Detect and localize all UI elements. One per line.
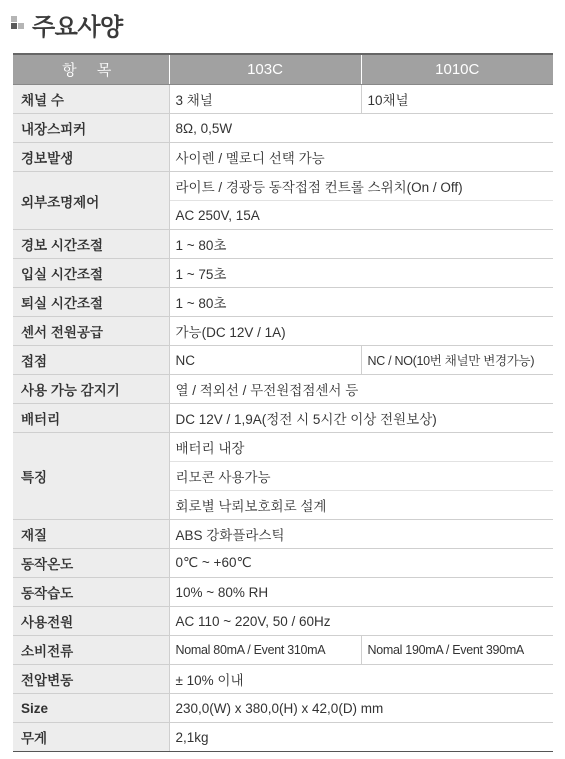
table-row bbox=[13, 259, 553, 288]
row-label: 사용전원 bbox=[13, 607, 169, 636]
table-row bbox=[13, 288, 553, 317]
table-row bbox=[13, 317, 553, 346]
cell-value: 10% ~ 80% RH bbox=[169, 578, 553, 607]
table-row bbox=[13, 346, 553, 375]
table-row bbox=[13, 694, 553, 723]
row-label: 채널 수 bbox=[13, 85, 169, 114]
table-row bbox=[13, 230, 553, 259]
table-row bbox=[13, 723, 553, 752]
row-label: 사용 가능 감지기 bbox=[13, 375, 169, 404]
table-row bbox=[13, 578, 553, 607]
cell-value: 열 / 적외선 / 무전원접점센서 등 bbox=[169, 375, 553, 404]
row-label: 무게 bbox=[13, 723, 169, 752]
header-model-a: 103C bbox=[169, 54, 361, 85]
cell-value: AC 250V, 15A bbox=[169, 201, 553, 230]
table-row bbox=[13, 375, 553, 404]
cell-value: DC 12V / 1,9A(정전 시 5시간 이상 전원보상) bbox=[169, 404, 553, 433]
table-row bbox=[13, 143, 553, 172]
row-label: 재질 bbox=[13, 520, 169, 549]
cell-value: 1 ~ 80초 bbox=[169, 230, 553, 259]
cell-value: 라이트 / 경광등 동작접점 컨트롤 스위치(On / Off) bbox=[169, 172, 553, 201]
table-row bbox=[13, 520, 553, 549]
cell-value: ABS 강화플라스틱 bbox=[169, 520, 553, 549]
cell-value-a: NC bbox=[169, 346, 361, 375]
cell-value: ± 10% 이내 bbox=[169, 665, 553, 694]
table-row bbox=[13, 114, 553, 143]
cell-value-b: 10채널 bbox=[361, 85, 553, 114]
row-label: 경보 시간조절 bbox=[13, 230, 169, 259]
row-label: 경보발생 bbox=[13, 143, 169, 172]
cell-value: AC 110 ~ 220V, 50 / 60Hz bbox=[169, 607, 553, 636]
table-row bbox=[13, 404, 553, 433]
table-row bbox=[13, 607, 553, 636]
cell-value: 1 ~ 75초 bbox=[169, 259, 553, 288]
cell-value: 8Ω, 0,5W bbox=[169, 114, 553, 143]
row-label: 전압변동 bbox=[13, 665, 169, 694]
cell-value: 리모콘 사용가능 bbox=[169, 462, 553, 491]
spec-table bbox=[13, 53, 553, 752]
table-row bbox=[13, 433, 553, 462]
row-label: 내장스피커 bbox=[13, 114, 169, 143]
table-row bbox=[13, 549, 553, 578]
row-label: 입실 시간조절 bbox=[13, 259, 169, 288]
row-label: Size bbox=[13, 694, 169, 723]
table-header-row bbox=[13, 54, 553, 85]
cell-value-b: NC / NO(10번 채널만 변경가능) bbox=[361, 346, 553, 375]
cell-value: 사이렌 / 멜로디 선택 가능 bbox=[169, 143, 553, 172]
bullet-squares-icon bbox=[11, 16, 25, 30]
cell-value-a: Nomal 80mA / Event 310mA bbox=[169, 636, 361, 665]
row-label: 접점 bbox=[13, 346, 169, 375]
row-label: 퇴실 시간조절 bbox=[13, 288, 169, 317]
table-row bbox=[13, 172, 553, 201]
row-label: 동작온도 bbox=[13, 549, 169, 578]
row-label: 배터리 bbox=[13, 404, 169, 433]
table-row bbox=[13, 665, 553, 694]
row-label: 외부조명제어 bbox=[13, 172, 169, 230]
cell-value-b: Nomal 190mA / Event 390mA bbox=[361, 636, 553, 665]
cell-value: 230,0(W) x 380,0(H) x 42,0(D) mm bbox=[169, 694, 553, 723]
cell-value: 회로별 낙뢰보호회로 설계 bbox=[169, 491, 553, 520]
row-label: 소비전류 bbox=[13, 636, 169, 665]
page-title: 주요사양 bbox=[32, 14, 123, 41]
cell-value: 0℃ ~ +60℃ bbox=[169, 549, 553, 578]
header-model-b: 1010C bbox=[361, 54, 553, 85]
cell-value-a: 3 채널 bbox=[169, 85, 361, 114]
section-header bbox=[0, 0, 565, 48]
header-item: 항 목 bbox=[13, 54, 169, 85]
table-row bbox=[13, 636, 553, 665]
cell-value: 가능(DC 12V / 1A) bbox=[169, 317, 553, 346]
cell-value: 배터리 내장 bbox=[169, 433, 553, 462]
row-label: 동작습도 bbox=[13, 578, 169, 607]
cell-value: 1 ~ 80초 bbox=[169, 288, 553, 317]
row-label: 센서 전원공급 bbox=[13, 317, 169, 346]
cell-value: 2,1kg bbox=[169, 723, 553, 752]
row-label: 특징 bbox=[13, 433, 169, 520]
table-row bbox=[13, 85, 553, 114]
